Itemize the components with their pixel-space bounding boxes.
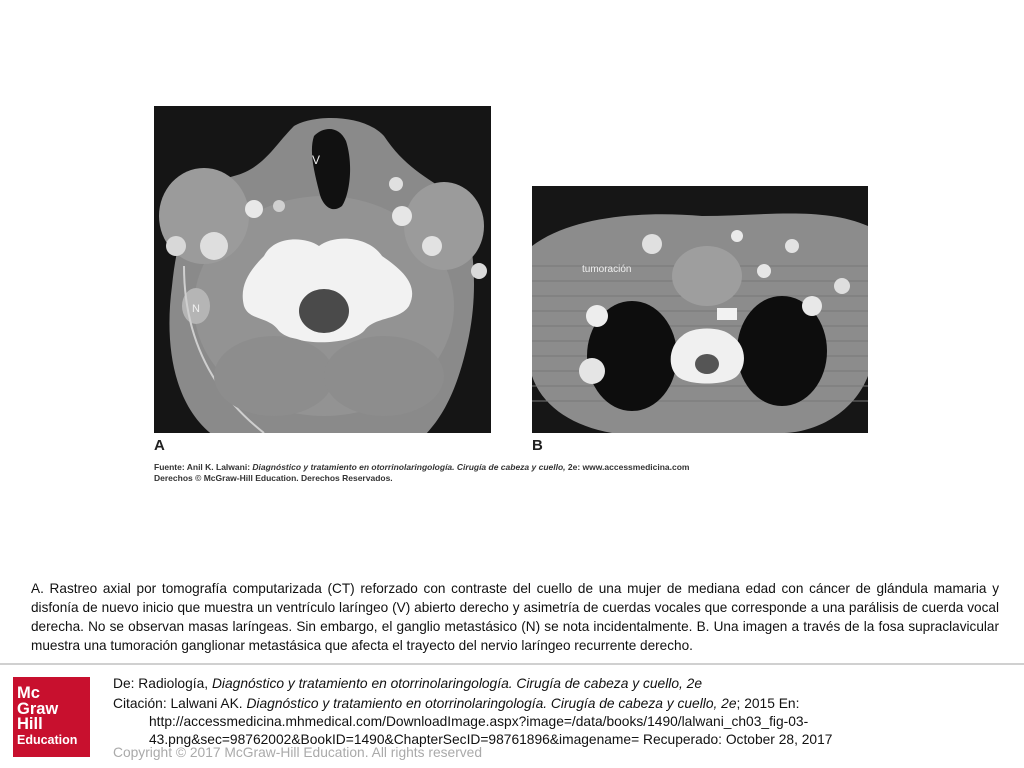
copyright-notice: Copyright © 2017 McGraw-Hill Education. All rights reserved: [113, 745, 483, 760]
credit-suffix: 2e: www.accessmedicina.com: [565, 462, 690, 472]
logo-line-3: Hill: [17, 715, 43, 734]
source-prefix: De: Radiología,: [113, 676, 212, 691]
label-n: N: [192, 303, 200, 315]
citation-title: Diagnóstico y tratamiento en otorrinolaringología. Cirugía de cabeza y cuello, 2e: [246, 696, 737, 711]
citation-url[interactable]: http://accessmedicina.mhmedical.com/DownloadImage.aspx?image=/data/books/1490/lalwani_ch03_fig-03-43.png&sec=98762002&BookID=1490&ChapterSecID=98761896&imagename= Recuperado: October 28, 2017: [149, 714, 833, 747]
citation-prefix: Citación: Lalwani AK.: [113, 696, 247, 711]
credit-line-1: [154, 462, 854, 473]
ct-scan-panel-a: [154, 106, 491, 433]
credit-title: Diagnóstico y tratamiento en otorrinolaringología. Cirugía de cabeza y cuello,: [252, 462, 566, 472]
label-tumor: tumoración: [582, 264, 632, 275]
citation-block: [113, 695, 873, 749]
ct-scan-panel-b: [532, 186, 868, 433]
figure-caption: A. Rastreo axial por tomografía computarizada (CT) reforzado con contraste del cuello de una mujer de mediana edad con cáncer de glándula mamaria y disfonía de nuevo inicio que muestra un ventrículo laríngeo (V) abierto derecho y asimetría de cuerdas vocales que corresponde a una parálisis de cuerda vocal derecha. No se observan masas laríngeas. Sin embargo, el ganglio metastásico (N) se nota incidentalmente. B. Una imagen a través de la fosa supraclavicular muestra una tumoración ganglionar metastásica que afecta el trayecto del nervio laríngeo recurrente derecho.: [31, 581, 999, 653]
credit-prefix: Fuente: Anil K. Lalwani:: [154, 462, 253, 472]
source-line: [113, 675, 702, 693]
logo-line-2: Graw: [17, 699, 59, 718]
citation-suffix: ; 2015 En:: [736, 696, 800, 711]
figure: [148, 100, 870, 484]
source-title: Diagnóstico y tratamiento en otorrinolaringología. Cirugía de cabeza y cuello, 2e: [211, 676, 703, 691]
figure-credit: [154, 462, 854, 484]
label-v: V: [312, 153, 321, 167]
ct-image-b: [532, 186, 868, 433]
mcgraw-hill-logo: [13, 677, 90, 757]
ct-image-a: [154, 106, 491, 433]
panel-letter-a: A: [154, 437, 165, 454]
logo-line-1: Mc: [17, 684, 40, 703]
footer-divider: [0, 663, 1024, 665]
credit-line-2: Derechos © McGraw-Hill Education. Derechos Reservados.: [154, 473, 393, 483]
panel-letter-b: B: [532, 437, 543, 454]
logo-line-4: Education: [17, 732, 78, 747]
